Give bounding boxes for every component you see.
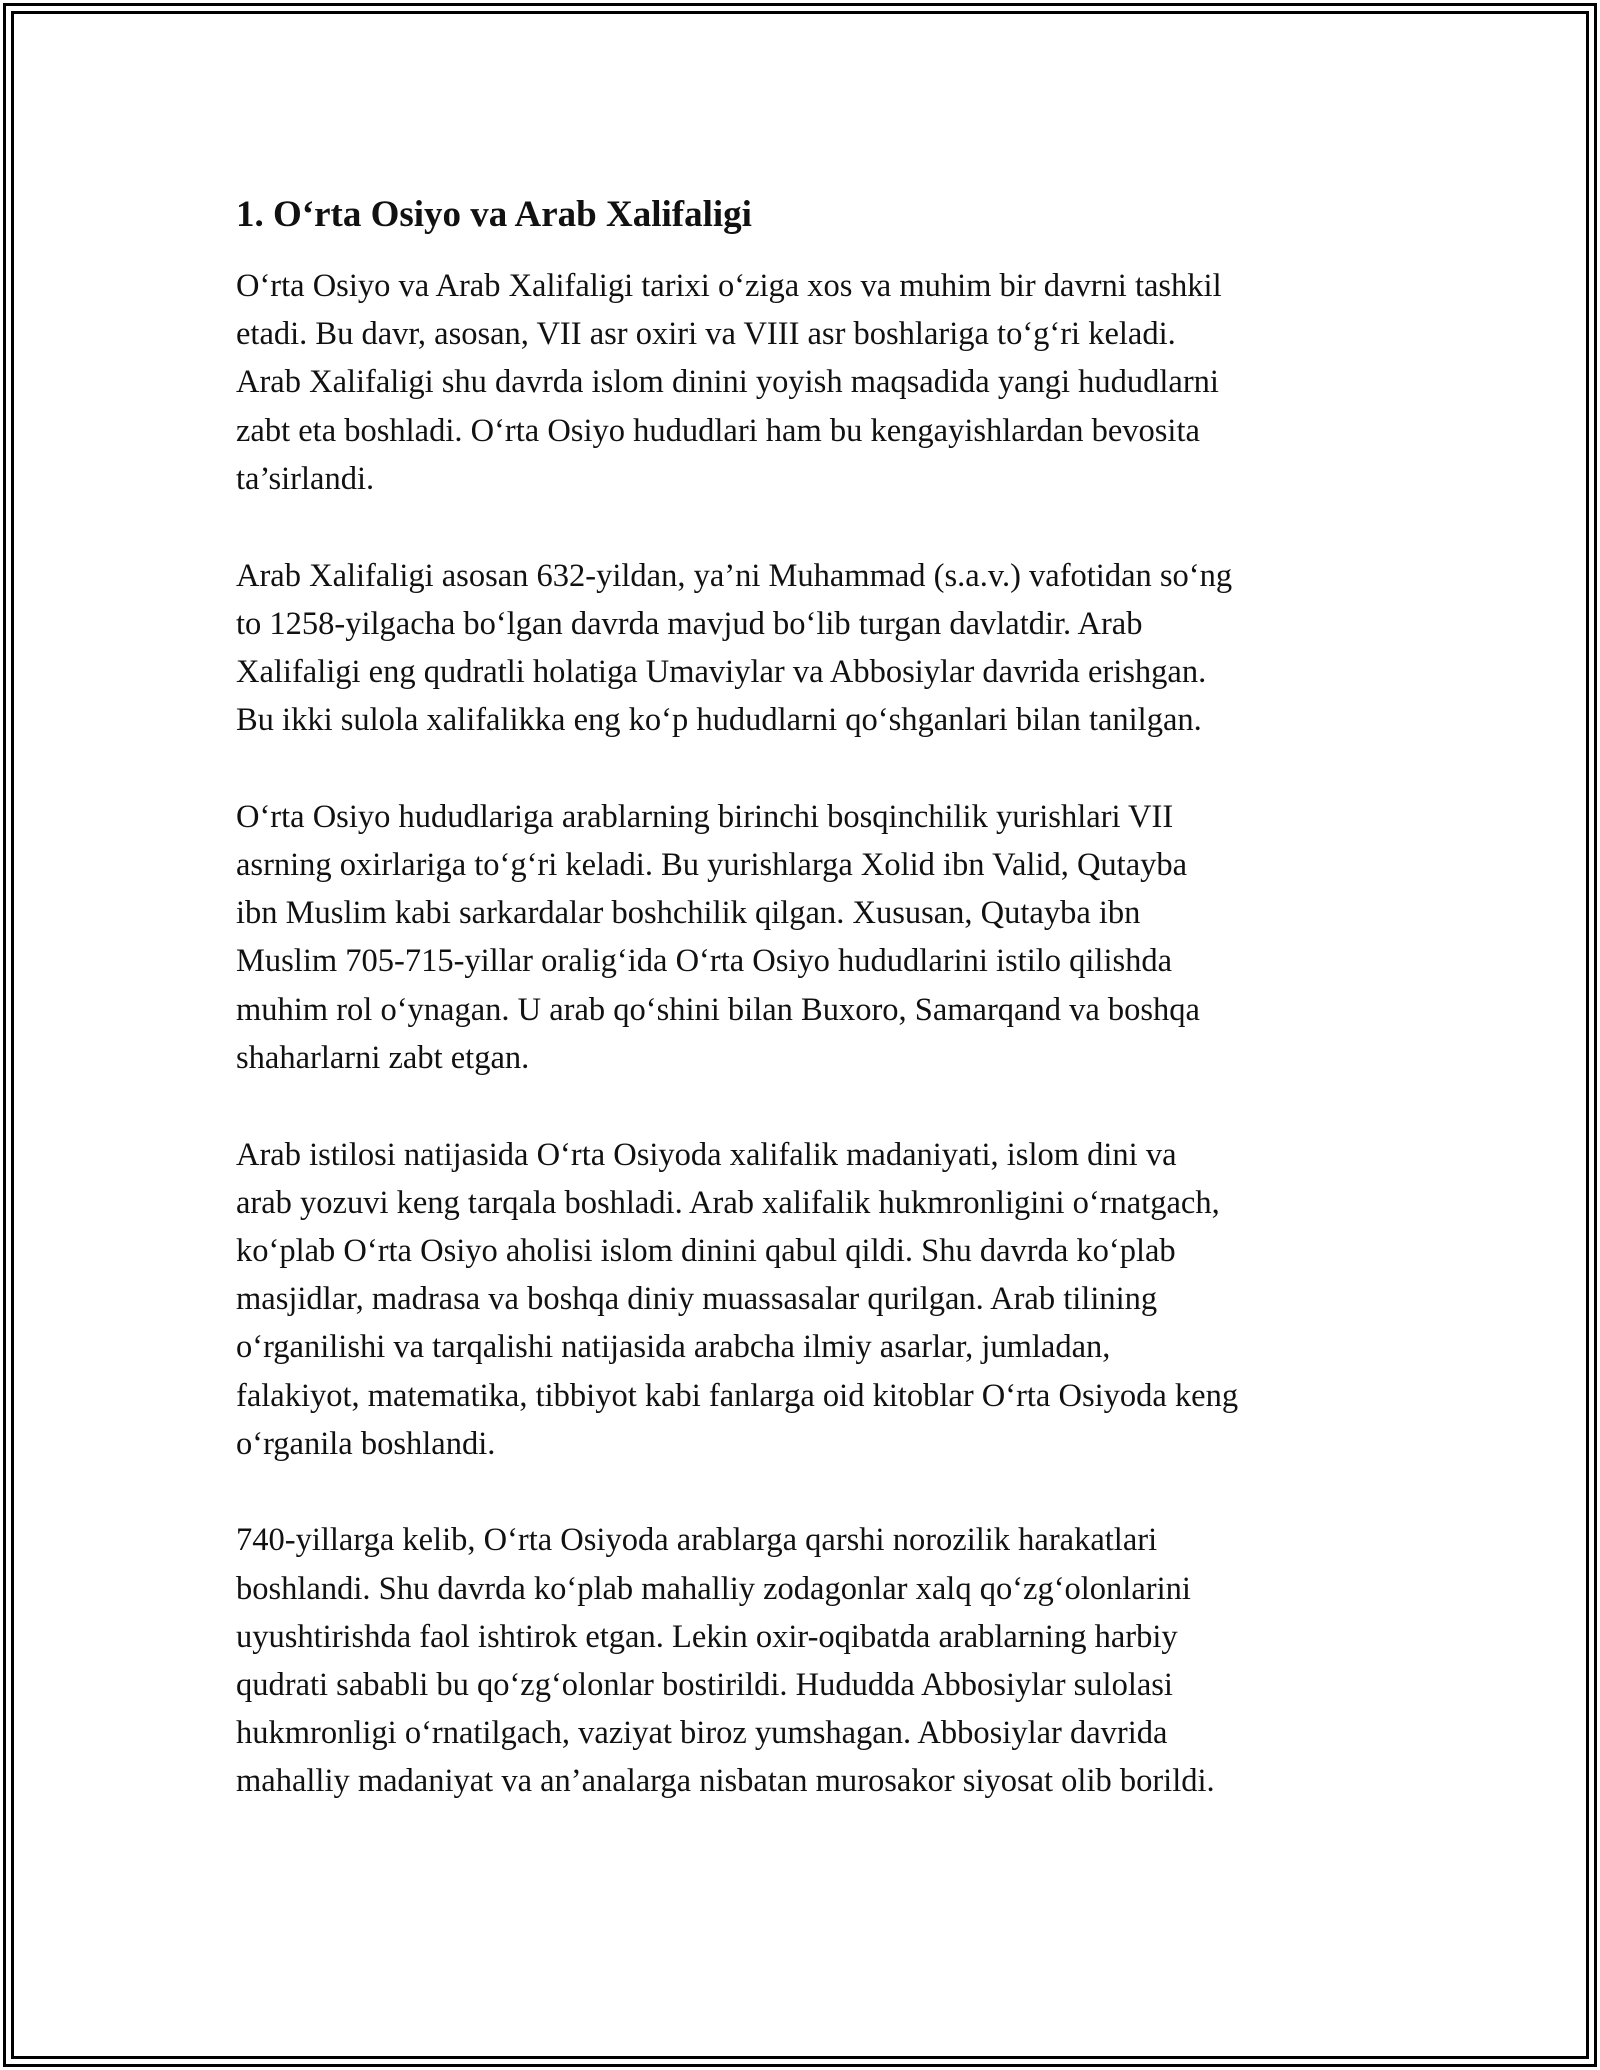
paragraph-3 <box>236 793 1376 1082</box>
document-page <box>236 186 1376 1854</box>
text-line: etadi. Bu davr, asosan, VII asr oxiri va VIII asr boshlariga to‘g‘ri keladi. <box>236 316 1176 353</box>
text-line: O‘rta Osiyo hududlariga arablarning birinchi bosqinchilik yurishlari VII <box>236 798 1174 835</box>
section-heading: 1. O‘rta Osiyo va Arab Xalifaligi <box>236 194 752 235</box>
text-line: Muslim 705-715-yillar oralig‘ida O‘rta Osiyo hududlarini istilo qilishda <box>236 943 1173 980</box>
paragraph-4 <box>236 1131 1376 1468</box>
paragraph-5 <box>236 1516 1376 1805</box>
text-line: O‘rta Osiyo va Arab Xalifaligi tarixi o‘ziga xos va muhim bir davrni tashkil <box>236 268 1222 304</box>
text-line: Arab istilosi natijasida O‘rta Osiyoda xalifalik madaniyati, islom dini va <box>236 1136 1177 1173</box>
text-line: o‘rganilishi va tarqalishi natijasida arabcha ilmiy asarlar, jumladan, <box>236 1329 1111 1366</box>
text-line: hukmronligi o‘rnatilgach, vaziyat biroz yumshagan. Abbosiylar davrida <box>236 1715 1168 1752</box>
text-line: mahalliy madaniyat va an’analarga nisbatan murosakor siyosat olib borildi. <box>236 1763 1215 1800</box>
text-line: qudrati sababli bu qo‘zg‘olonlar bostirildi. Hududda Abbosiylar sulolasi <box>236 1667 1173 1704</box>
text-line: falakiyot, matematika, tibbiyot kabi fanlarga oid kitoblar O‘rta Osiyoda keng <box>236 1377 1239 1414</box>
text-line: asrning oxirlariga to‘g‘ri keladi. Bu yurishlarga Xolid ibn Valid, Qutayba <box>236 847 1188 884</box>
text-line: muhim rol o‘ynagan. U arab qo‘shini bilan Buxoro, Samarqand va boshqa <box>236 991 1200 1028</box>
paragraph-1 <box>236 262 1376 503</box>
text-line: shaharlarni zabt etgan. <box>236 1039 530 1076</box>
text-line: Xalifaligi eng qudratli holatiga Umaviylar va Abbosiylar davrida erishgan. <box>236 653 1207 690</box>
text-line: uyushtirishda faol ishtirok etgan. Lekin oxir-oqibatda arablarning harbiy <box>236 1618 1178 1655</box>
text-line: 740-yillarga kelib, O‘rta Osiyoda arablarga qarshi norozilik harakatlari <box>236 1522 1158 1559</box>
text-line: zabt eta boshladi. O‘rta Osiyo hududlari ham bu kengayishlardan bevosita <box>236 412 1200 449</box>
text-line: boshlandi. Shu davrda ko‘plab mahalliy zodagonlar xalq qo‘zg‘olonlarini <box>236 1570 1191 1607</box>
text-line: masjidlar, madrasa va boshqa diniy muassasalar qurilgan. Arab tilining <box>236 1281 1158 1318</box>
paragraph-2 <box>236 552 1376 745</box>
text-line: Arab Xalifaligi asosan 632-yildan, ya’ni Muhammad (s.a.v.) vafotidan so‘ng <box>236 557 1233 594</box>
text-line: to 1258-yilgacha bo‘lgan davrda mavjud bo‘lib turgan davlatdir. Arab <box>236 605 1143 642</box>
text-line: o‘rganila boshlandi. <box>236 1425 496 1462</box>
text-line: Arab Xalifaligi shu davrda islom dinini yoyish maqsadida yangi hududlarni <box>236 364 1219 401</box>
text-line: arab yozuvi keng tarqala boshladi. Arab xalifalik hukmronligini o‘rnatgach, <box>236 1184 1220 1221</box>
text-line: ta’sirlandi. <box>236 460 375 497</box>
text-line: Bu ikki sulola xalifalikka eng ko‘p hududlarni qo‘shganlari bilan tanilgan. <box>236 702 1202 739</box>
text-line: ko‘plab O‘rta Osiyo aholisi islom dinini qabul qildi. Shu davrda ko‘plab <box>236 1232 1176 1269</box>
text-line: ibn Muslim kabi sarkardalar boshchilik qilgan. Xususan, Qutayba ibn <box>236 895 1141 932</box>
